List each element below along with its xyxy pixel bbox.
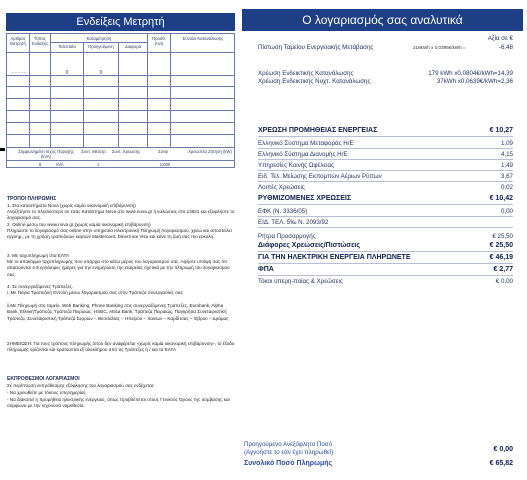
interest-charges-value: € 0,00 — [495, 278, 513, 285]
total-payment-value: € 65,82 — [489, 460, 513, 467]
meter-number-header: Αριθμός Μετρητή — [10, 36, 26, 46]
meter-power-table — [6, 148, 235, 168]
interest-charges-label: Τόκοι υπερη-ποίας & Χρεώσεις — [258, 278, 343, 285]
conversion-factor-value: 1 — [96, 162, 100, 167]
credit-value: -6,48 — [498, 44, 513, 51]
distribution-label: Ελληνικό Σύστημα Διανομής Η/Ε — [258, 151, 348, 158]
metering-header: Καταμέτρηση — [86, 36, 112, 41]
regulated-charges-label: ΡΥΘΜΙΖΟΜΕΝΕΣ ΧΡΕΩΣΕΙΣ — [258, 195, 352, 202]
total-payment-label: Συνολικό Ποσό Πληρωμής — [244, 460, 333, 467]
amount-in-euro-label: Αξία σε € — [487, 35, 513, 42]
payment-method-4-banks: ii.Με Πληρωμή στο ταμείο, Web Banking, Phone Banking στις συνεργαζόμενες Τράπεζες, Eurobank, Alpha Bank, ΕθνικήΤράπεζα, Τράπεζα Πειραιώς, HSBC, Attica Bank, Τράπεζα Πειραιώς, Παγκρήτια Συνεταιριστική Τράπεζα, Συνεταιριστική Τράπεζα Σερρών – Θεσσαλίας – Ηπείρου – Χανίων – Καρδίτσας – Έβρου – Δράμας — [7, 303, 229, 321]
payment-methods-title: ΤΡΟΠΟΙ ΠΛΗΡΩΜΗΣ — [7, 196, 57, 202]
credit-label: Πίστωση Ταμείου Ενεργειακής Μετάβασης — [258, 44, 374, 51]
page-mark — [0, 148, 5, 151]
previous-reading-value: 0 — [99, 70, 103, 76]
last-reading-header: Τελευταία — [58, 44, 76, 49]
other-charges-label: Λοιπές Χρεώσεις — [258, 184, 305, 191]
previous-unpaid-note: (Αγνοήστε το εάν έχει πληρωθεί) — [244, 449, 334, 456]
day-consumption-detail: 179 kWh x0,0804€/kWh=14,39 — [428, 70, 513, 77]
special-fee-label: ΕΙΔ. ΤΕΛ. 5‰ Ν. 2093/92 — [258, 219, 329, 226]
adjustment-clause-label: Ρήτρα Προσαρμογής — [258, 233, 316, 240]
energy-total-value: € 46,19 — [489, 254, 513, 261]
vat-label: ΦΠΑ — [258, 266, 274, 273]
conversion-factor-header: Συντ. Μετατρ. — [81, 149, 107, 154]
emissions-label: Ειδ. Τελ. Μείωσης Εκπομπών Αέριων Ρύπων — [258, 173, 382, 180]
payment-method-4-standing-order: i. Με Πάγια Τραπεζική Εντολή μέσω λογαριασμού σας στην Τράπεζα συνεργασίας σας — [7, 290, 183, 295]
excise-tax-label: ΕΦΚ (Ν. 3336/05) — [258, 208, 308, 215]
chargeable-demand-header: Χρεωστέα Ζήτηση (kW) — [188, 149, 232, 154]
payment-method-1-text: Αναζητήστε το πλησιέστερο σε εσάς Κατάστημα Nova στο www.nova.gr ή καλώντας στο 13831 και εξοφλήστε το λογαριασμό σας. — [7, 209, 235, 221]
energy-total-label: ΓΙΑ ΤΗΝ ΗΛΕΚΤΡΙΚΗ ΕΝΕΡΓΕΙΑ ΠΛΗΡΩΝΕΤΕ — [258, 254, 411, 261]
vat-value: € 2,77 — [493, 266, 513, 273]
total-consumption-header: Σύνολο Κατανάλωσης — [182, 36, 224, 41]
public-service-label: Υπηρεσίες Κοινής Ωφέλειας — [258, 162, 335, 169]
bill-details-header: Ο λογαριασμός σας αναλυτικά — [242, 9, 523, 31]
distribution-value: 4,15 — [500, 151, 513, 158]
meter-readings-table — [6, 33, 235, 148]
overdue-bills-title: ΕΚΠΡΟΘΕΣΜΟΙ ΛΟΓΑΡΙΑΣΜΟΙ — [7, 376, 80, 382]
excise-tax-value: 0,00 — [500, 208, 513, 215]
transmission-label: Ελληνικό Σύστημα Μεταφοράς Η/Ε — [258, 140, 354, 147]
public-service-value: 1,49 — [500, 162, 513, 169]
agreed-power-unit: kVA — [56, 162, 64, 167]
supply-charge-value: € 10,27 — [489, 127, 513, 134]
overdue-bills-disconnection: - Να διακοπεί η προμήθεια ηλεκτρικής ενέργειας, όπως προβλέπεται στους Γενικούς Όρους της σύμβασης και σύμφωνα με την ισχύουσα νομοθεσία. — [7, 397, 230, 409]
meter-row-marker: - - - - - — [12, 70, 26, 76]
day-consumption-label: Χρέωση Ενδεικτικής Κατανάλωσης — [258, 70, 354, 77]
previous-unpaid-value: € 0,00 — [493, 446, 513, 453]
transmission-value: 1,09 — [500, 140, 513, 147]
added-consumption-header: Προσθ. Κινή — [152, 36, 166, 46]
charge-factor-header: Συντ. Χρεωσης — [111, 149, 141, 154]
payment-note: ΣΗΜΕΙΩΣΗ: Για τους τρόπους πληρωμής όπου δεν αναφέρεται «χωρίς καμία οικονομική επιβάρυνση», το έξοδο πληρωμής ορίζονται και κρατούνται εξ ολοκλήρου από τις Τράπεζες ή / και τα ΕΛΤΑ — [7, 341, 235, 353]
meter-readings-header: Ενδείξεις Μετρητή — [6, 13, 235, 31]
night-consumption-label: Χρέωση Ενδεικτικής Νυχτ. Κατανάλωσης — [258, 78, 371, 85]
night-consumption-detail: 37kWh x0,0639€/kWh=2,36 — [436, 78, 513, 85]
misc-charges-value: € 25,50 — [489, 242, 513, 249]
agreed-power-value: 8 — [38, 162, 42, 167]
payment-method-2-text: Πληρώστε το λογαριασμό σας online στην υπηρεσία Ηλεκτρονική Πληρωμή Λογαριασμού, χρεώ και αποστείλει εγγυημ., με τη χρήση τραπεζικών καρτών Mastercard, Diners και Visa και κάνε τη ζωή σας πιο εύκολη. — [7, 228, 232, 240]
other-charges-value: 0,02 — [500, 184, 513, 191]
supply-charge-label: ΧΡΕΩΣΗ ΠΡΟΜΗΘΕΙΑΣ ΕΝΕΡΓΕΙΑΣ — [258, 127, 378, 134]
credit-detail: 218kWh x 0,0396€/kWh = — [413, 45, 466, 50]
overdue-bills-interest: - Να χρεωθείτε με τόκους υπερημερίας — [7, 390, 86, 395]
payment-method-3: 3. Με ταχυπληρωμή στα ΕΛΤΑ — [7, 253, 70, 258]
power-factor-header: Συνφ — [158, 149, 168, 154]
payment-method-2: 2. Online μέσω του www.nova.gr (χωρίς καμία οικονομική επιβάρυνση) — [7, 222, 151, 227]
regulated-charges-value: € 10,42 — [489, 195, 513, 202]
adjustment-clause-value: € 25,50 — [492, 233, 513, 240]
last-reading-value: 0 — [65, 70, 69, 76]
reading-type-header: Τύπος Ένδειξης — [31, 36, 49, 46]
overdue-bills-text: Σε περίπτωση εκπρόθεσμης εξόφλησης του λογαριασμού σας ενδέχεται: — [7, 383, 155, 388]
agreed-power-header: Συμφωνημένη Ισχύς Παροχής (kVA) — [18, 149, 74, 159]
difference-header: Διαφορά — [125, 44, 141, 49]
payment-method-4: 4. Σε συνεργαζόμενες Τράπεζες. — [7, 284, 74, 289]
previous-unpaid-label: Προηγούμενο Ανεξόφλητο Ποσό — [244, 441, 333, 448]
power-factor-value: 1,000 — [159, 162, 171, 167]
misc-charges-label: Διάφορες Χρεώσεις/Πιστώσεις — [258, 242, 361, 249]
payment-method-1: 1. Στα καταστήματα Nova (χωρίς καμία οικονομική επιβάρυνση) — [7, 203, 136, 208]
payment-method-3-text: Με το αποκόμμα ταχυπληρωμής που υπάρχει στο κάτω μέρος του λογαριασμού σας. Αφήστε υπόψη σας ότι απαιτούνται 4-5 εργάσιμες ημέρες για την ενημέρωση της εταιρείας σχετικά με την πληρωμή του λογαριασμού σας. — [7, 259, 230, 277]
previous-reading-header: Προηγούμενη — [88, 44, 114, 49]
emissions-value: 3,67 — [500, 173, 513, 180]
